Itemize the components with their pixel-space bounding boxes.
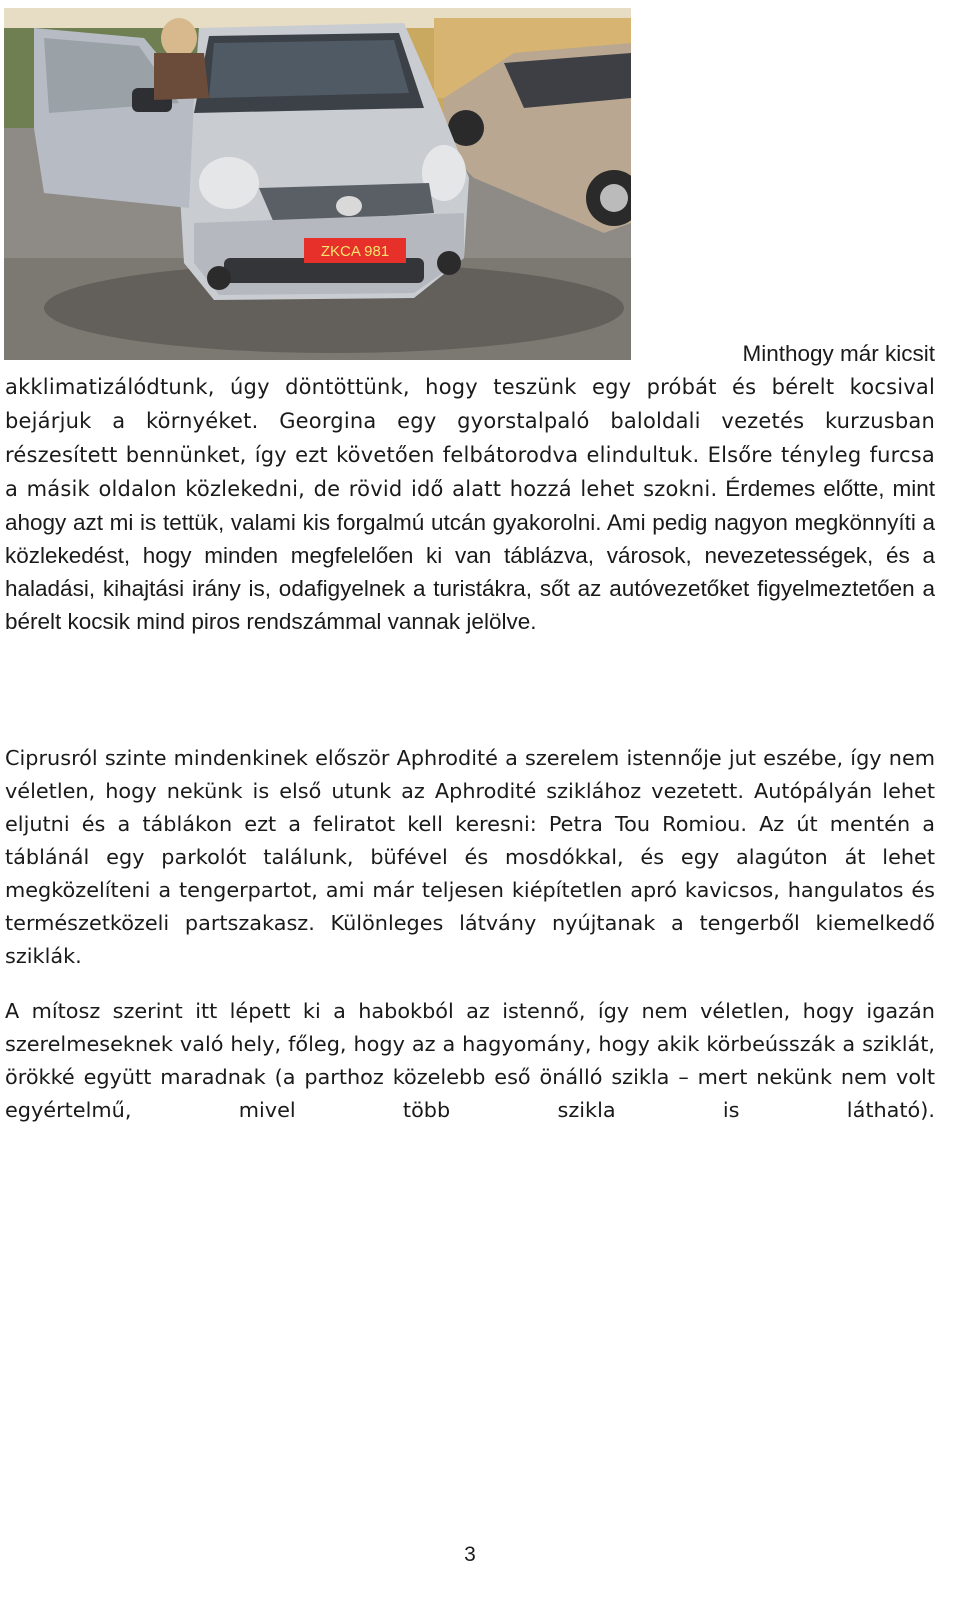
car-photo — [4, 8, 631, 360]
page-number: 3 — [464, 1543, 476, 1566]
paragraph-rental-car — [5, 337, 935, 638]
plate-text: ZKCA 981 — [320, 243, 390, 260]
paragraph-text-b: Érdemes előtte, mint ahogy azt mi is tettük, valami kis forgalmú utcán gyakorolni. Ami pedig nagyon megkönnyíti a közlekedést, hogy minden megfelelően ki van táblázva, városok, nevezetességek, és a haladási, kihajtási irány is, odafigyelnek a turistákra, sőt az autóvezetőket figyelmeztetően a bérelt kocsik mind piros rendszámmal vannak jelölve. — [5, 476, 935, 634]
paragraph-text-a: akklimatizálódtunk, úgy döntöttünk, hogy teszünk egy próbát és bérelt kocsival bejárjuk a környéket. Georgina egy gyorstalpaló baloldali vezetés kurzusban részesített bennünket, így ezt követően felbátorodva elindultuk. Elsőre tényleg furcsa a másik oldalon közlekedni, de rövid idő alatt hozzá lehet szokni. — [5, 375, 935, 501]
paragraph-lead-line: Minthogy már kicsit — [742, 341, 935, 366]
paragraph-aphrodite-rock: Ciprusról szinte mindenkinek először Aphrodité a szerelem istennője jut eszébe, így nem véletlen, hogy nekünk is első utunk az Aphrodité sziklához vezetett. Autópályán lehet eljutni és a táblákon ezt a feliratot kell keresni: Petra Tou Romiou. Az út mentén a táblánál egy parkolót találunk, büfével és mosdókkal, és egy alagúton át lehet megközelíteni a tengerpartot, ami már teljesen kiépítetlen apró kavicsos, hangulatos és természetközeli partszakasz. Különleges látvány nyújtanak a tengerből kiemelkedő sziklák. — [5, 746, 935, 968]
paragraph-myth: A mítosz szerint itt lépett ki a habokból az istennő, így nem véletlen, hogy igazán szerelmeseknek való hely, főleg, hogy az a hagyomány, hogy akik körbeússzák a sziklát, örökké együtt maradnak (a parthoz közelebb eső önálló szikla – mert nekünk nem volt egyértelmű, mivel több szikla is látható). — [5, 999, 935, 1122]
car-photo-illustration — [4, 8, 631, 360]
